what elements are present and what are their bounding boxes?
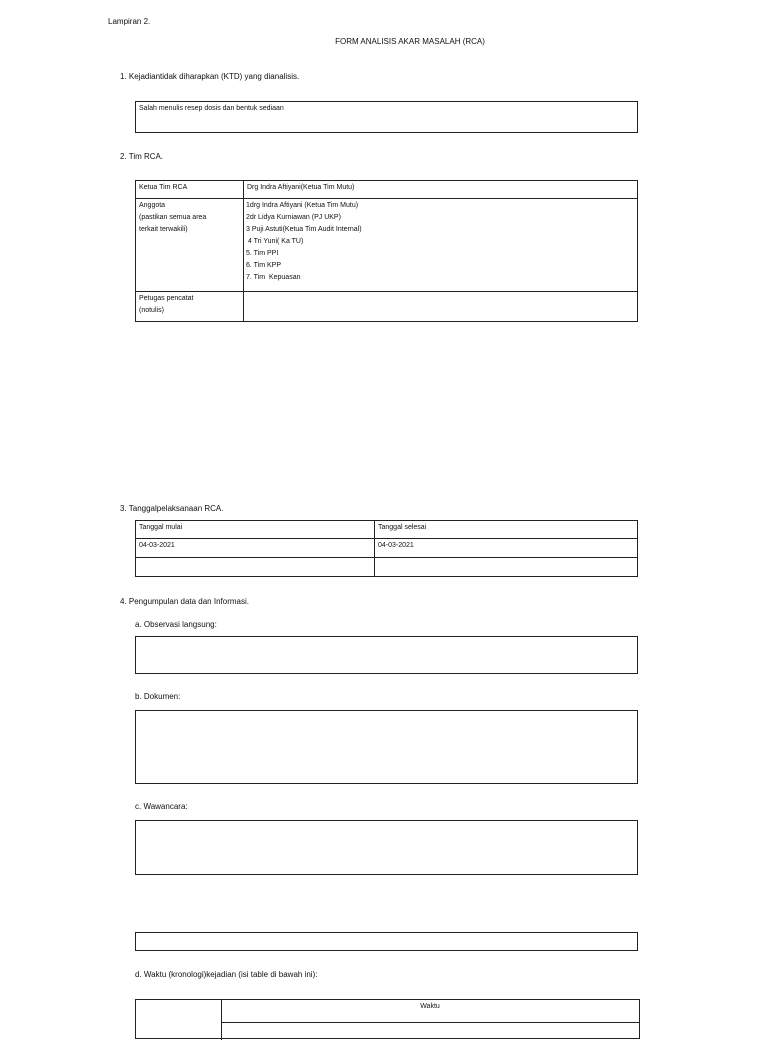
anggota-label: Anggota (pastikan semua area terkait terwakili) — [139, 202, 207, 233]
tanggal-table — [135, 520, 638, 577]
extra-field[interactable] — [135, 932, 638, 951]
tanggal-mulai-value[interactable]: 04-03-2021 — [139, 542, 175, 549]
list-item: 3 Puji Astuti(Ketua Tim Audit Internal) — [246, 226, 362, 233]
dokumen-label: b. Dokumen: — [135, 692, 181, 701]
list-item: 1drg Indra Aftiyani (Ketua Tim Mutu) — [246, 202, 359, 209]
tanggal-selesai-value[interactable]: 04-03-2021 — [378, 542, 414, 549]
section1-heading: 1. Kejadiantidak diharapkan (KTD) yang dianalisis. — [120, 72, 300, 81]
waktu-label: d. Waktu (kronologi)kejadian (isi table di bawah ini): — [135, 970, 318, 979]
list-item: 4 Tri Yuni( Ka TU) — [246, 238, 304, 245]
anggota-list[interactable] — [246, 200, 362, 284]
dokumen-field[interactable] — [135, 710, 638, 784]
waktu-header: Waktu — [420, 1003, 440, 1010]
observasi-label: a. Observasi langsung: — [135, 620, 217, 629]
lampiran-label: Lampiran 2. — [108, 17, 151, 26]
observasi-field[interactable] — [135, 636, 638, 674]
tanggal-mulai-header: Tanggal mulai — [139, 524, 183, 531]
section2-heading: 2. Tim RCA. — [120, 152, 164, 161]
section4-heading: 4. Pengumpulan data dan Informasi. — [120, 597, 249, 606]
list-item: 5. Tim PPI — [246, 250, 279, 257]
wawancara-field[interactable] — [135, 820, 638, 875]
ktd-field[interactable] — [135, 101, 638, 133]
tim-rca-table — [135, 180, 638, 322]
list-item: 2dr Lidya Kurniawan (PJ UKP) — [246, 214, 341, 221]
ketua-value[interactable]: Drg Indra Aftiyani(Ketua Tim Mutu) — [247, 184, 355, 191]
ketua-label: Ketua Tim RCA — [139, 184, 188, 191]
section3-heading: 3. Tanggalpelaksanaan RCA. — [120, 504, 224, 513]
form-title: FORM ANALISIS AKAR MASALAH (RCA) — [335, 37, 485, 46]
kronologi-table — [135, 999, 640, 1039]
wawancara-label: c. Wawancara: — [135, 802, 188, 811]
tanggal-selesai-header: Tanggal selesai — [378, 524, 427, 531]
list-item: 7. Tim Kepuasan — [246, 274, 301, 281]
list-item: 6. Tim KPP — [246, 262, 282, 269]
ktd-value: Salah menulis resep dosis dan bentuk sediaan — [139, 105, 284, 112]
petugas-label: Petugas pencatat (notulis) — [139, 295, 194, 314]
